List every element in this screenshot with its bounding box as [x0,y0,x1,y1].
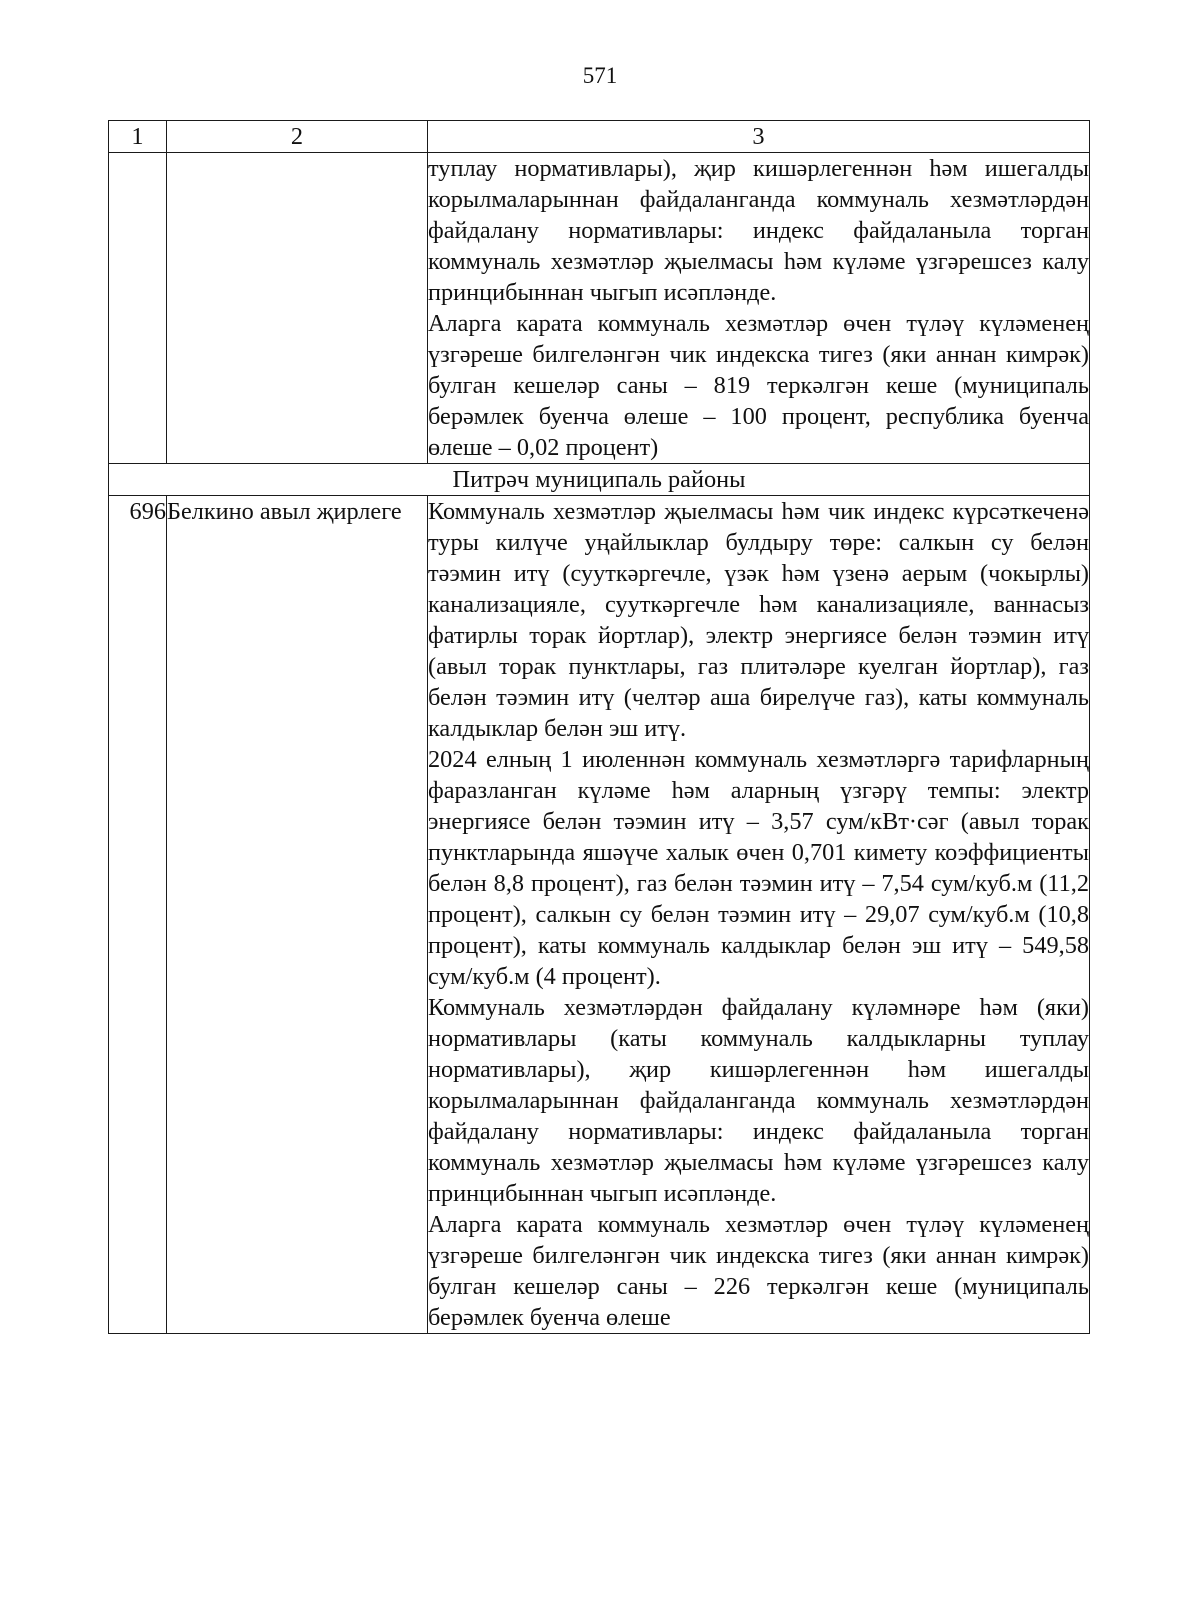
continuation-row [109,153,1090,464]
entry-name: Белкино авыл җирлеге [167,496,428,1334]
data-table [108,120,1090,1334]
entry-text-cell [428,496,1090,1334]
entry-paragraph-4: Аларга карата коммуналь хезмәтләр өчен түләү күләменең үзгәреше билгеләнгән чик индекска тигез (яки аннан кимрәк) булган кешеләр саны – 226 теркәлгән кеше (муниципаль берәмлек буенча өлеше [428,1211,1089,1331]
continuation-name-cell [167,153,428,464]
entry-paragraph-2: 2024 елның 1 июленнән коммуналь хезмәтләргә тарифларның фаразланган күләме һәм аларның үзгәрү темпы: электр энергиясе белән тәэмин итү – 3,57 сум/кВт·сәг (авыл торак пунктларында яшәүче халык өчен 0,701 кимету коэффициенты белән 8,8 процент), газ белән тәэмин итү – 7,54 сум/куб.м (11,2 процент), салкын су белән тәэмин итү – 29,07 сум/куб.м (10,8 процент), каты коммуналь калдыклар белән эш итү – 549,58 сум/куб.м (4 процент). [428,746,1089,990]
header-cell-3: 3 [428,121,1090,153]
page-number: 571 [582,63,618,88]
entry-number: 696 [109,496,167,1334]
table-row [109,496,1090,1334]
header-cell-1: 1 [109,121,167,153]
entry-paragraph-1: Коммуналь хезмәтләр җыелмасы һәм чик индекс күрсәткеченә туры килүче уңайлыклар булдыру төре: салкын су белән тәэмин итү (сууткәргечле, үзәк һәм үзенә аерым (чокырлы) канализацияле, сууткәргечле һәм канализацияле, ваннасыз фатирлы торак йортлар), электр энергиясе белән тәэмин итү (авыл торак пунктлары, газ плитәләре куелган йортлар), газ белән тәэмин итү (челтәр аша бирелүче газ), каты коммуналь калдыклар белән эш итү. [428,498,1089,742]
section-row [109,464,1090,496]
continuation-number-cell [109,153,167,464]
continuation-paragraph-1: туплау нормативлары), җир кишәрлегеннән һәм ишегалды корылмаларыннан файдаланганда коммуналь хезмәтләрдән файдалану нормативлары: индекс файдаланыла торган коммуналь хезмәтләр җыелмасы һәм күләме үзгәрешсез калу принцибыннан чыгып исәпләнде. [428,155,1089,306]
continuation-paragraph-2: Аларга карата коммуналь хезмәтләр өчен түләү күләменең үзгәреше билгеләнгән чик индекска тигез (яки аннан кимрәк) булган кешеләр саны – 819 теркәлгән кеше (муниципаль берәмлек буенча өлеше – 100 процент, республика буенча өлеше – 0,02 процент) [428,310,1089,461]
entry-paragraph-3: Коммуналь хезмәтләрдән файдалану күләмнәре һәм (яки) нормативлары (каты коммуналь калдыкларны туплау нормативлары), җир кишәрлегеннән һәм ишегалды корылмаларыннан файдаланганда коммуналь хезмәтләрдән файдалану нормативлары: индекс файдаланыла торган коммуналь хезмәтләр җыелмасы һәм күләме үзгәрешсез калу принцибыннан чыгып исәпләнде. [428,994,1089,1207]
table-header-row [109,121,1090,153]
section-title: Питрәч муниципаль районы [109,464,1090,496]
header-cell-2: 2 [167,121,428,153]
continuation-text-cell [428,153,1090,464]
